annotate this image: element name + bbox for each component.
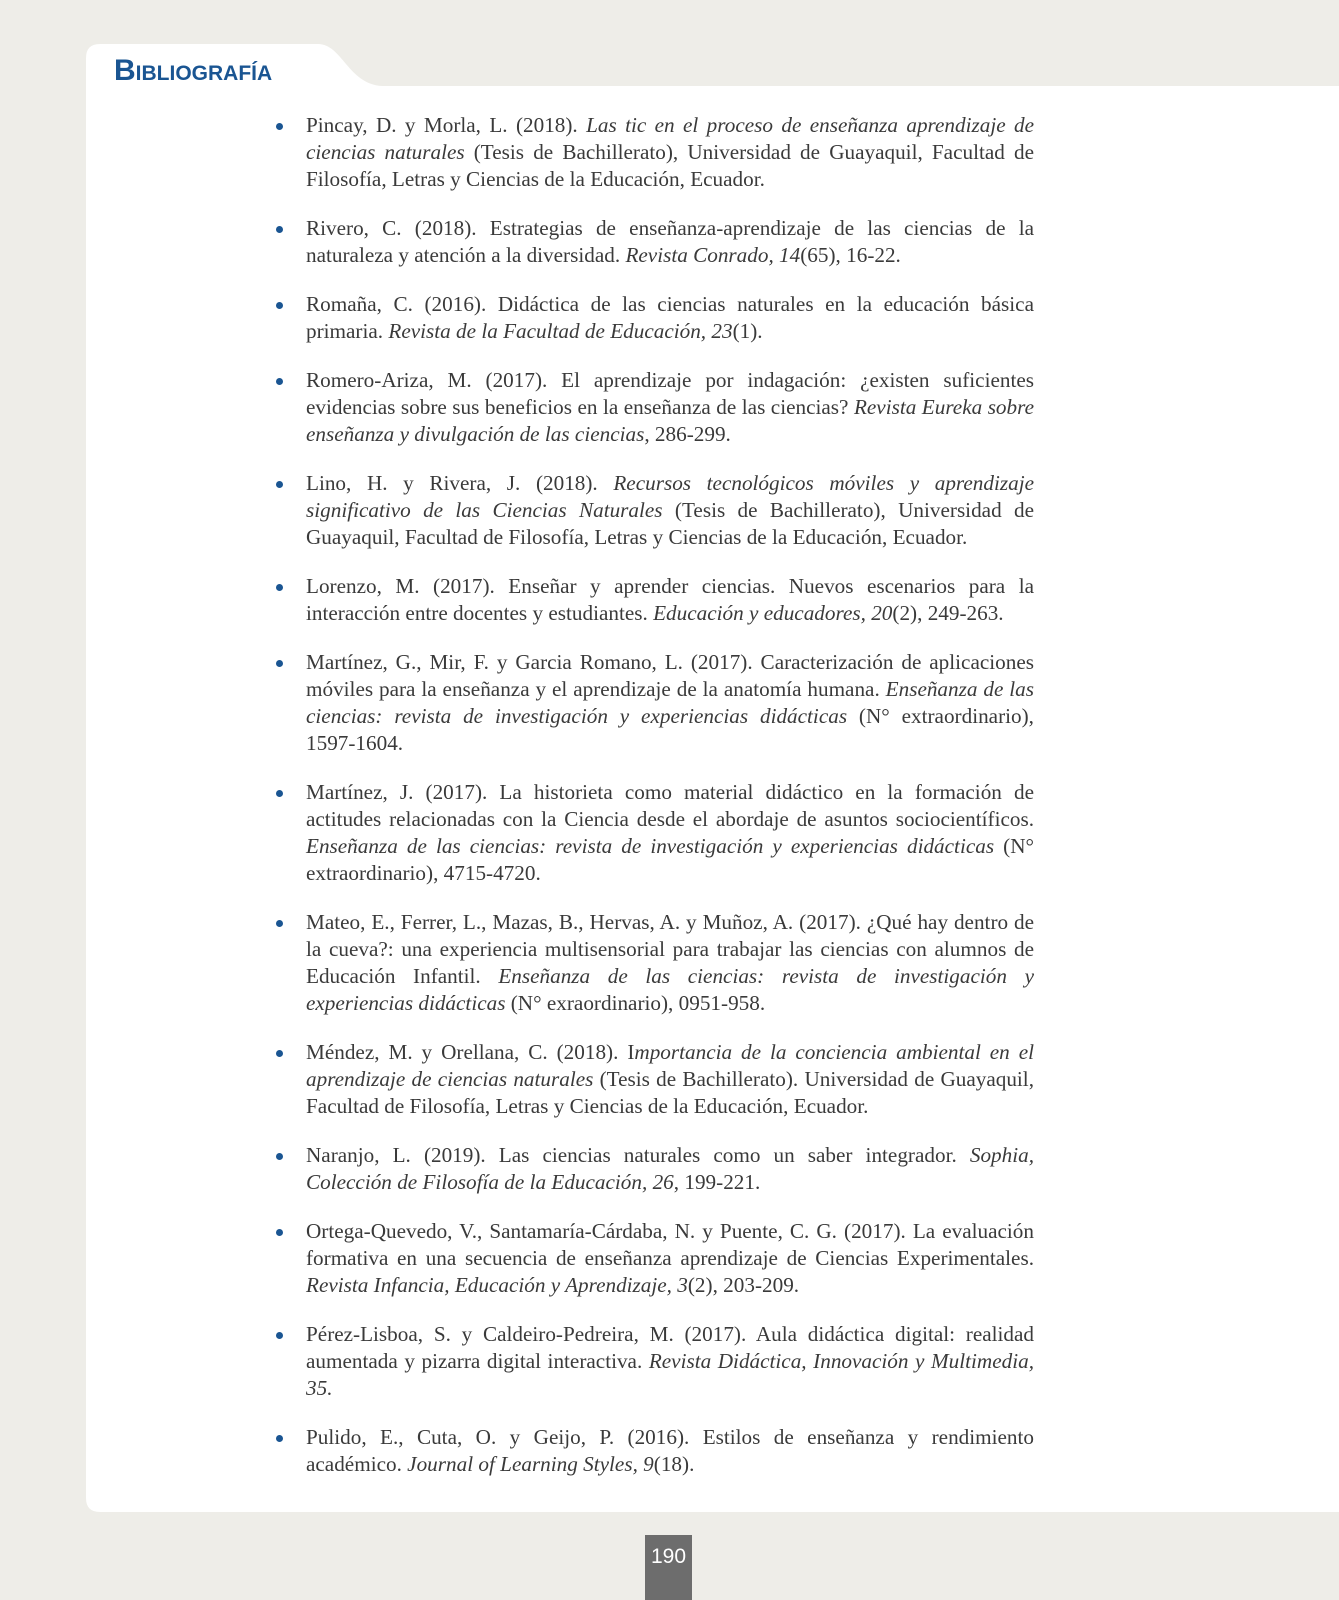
bullet-icon <box>276 1050 283 1057</box>
reference-item <box>272 1321 1034 1402</box>
reference-item <box>272 779 1034 887</box>
reference-item <box>272 291 1034 345</box>
reference-text: Mateo, E., Ferrer, L., Mazas, B., Hervas, A. y Muñoz, A. (2017). ¿Qué hay dentro de la cueva?: una experiencia multisensorial para trabajar las ciencias con alumnos de Educación Infantil. <box>306 910 1034 988</box>
reference-text: Romaña, C. (2016). Didáctica de las ciencias naturales en la educación básica primaria. <box>306 292 1034 343</box>
reference-source-title: Las tic en el proceso de enseñanza aprendizaje de ciencias naturales <box>306 113 1034 164</box>
reference-text: Romero-Ariza, M. (2017). El aprendizaje por indagación: ¿existen suficientes evidencias sobre sus beneficios en la enseñanza de las ciencias? <box>306 368 1034 419</box>
reference-item <box>272 112 1034 193</box>
reference-text-tail: (2), 249-263. <box>892 601 1004 625</box>
reference-text-tail: (N° exraordinario), 0951-958. <box>505 991 766 1015</box>
bullet-icon <box>276 1435 283 1442</box>
reference-text-tail: (18). <box>653 1452 695 1476</box>
reference-item <box>272 649 1034 757</box>
reference-text: Martínez, G., Mir, F. y Garcia Romano, L. (2017). Caracterización de aplicaciones móviles para la enseñanza y el aprendizaje de la anatomía humana. <box>306 650 1034 701</box>
reference-item <box>272 1039 1034 1120</box>
reference-source-title: Revista Eureka sobre enseñanza y divulgación de las ciencias <box>306 395 1034 446</box>
reference-source-title: Revista Infancia, Educación y Aprendizaje, 3 <box>306 1273 688 1297</box>
bullet-icon <box>276 378 283 385</box>
reference-text: Rivero, C. (2018). Estrategias de enseñanza-aprendizaje de las ciencias de la naturaleza y atención a la diversidad. <box>306 216 1034 267</box>
reference-text: Méndez, M. y Orellana, C. (2018). I <box>306 1040 635 1064</box>
reference-text: Pulido, E., Cuta, O. y Geijo, P. (2016). Estilos de enseñanza y rendimiento académico. <box>306 1425 1034 1476</box>
reference-text-tail: (Tesis de Bachillerato). Universidad de Guayaquil, Facultad de Filosofía, Letras y Ciencias de la Educación, Ecuador. <box>306 1067 1034 1118</box>
reference-item <box>272 1218 1034 1299</box>
reference-text-tail: (Tesis de Bachillerato), Universidad de Guayaquil, Facultad de Filosofía, Letras y Ciencias de la Educación, Ecuador. <box>306 140 1034 191</box>
reference-list <box>272 112 1034 1500</box>
reference-source-title: Revista de la Facultad de Educación, 23 <box>388 319 733 343</box>
reference-text: Naranjo, L. (2019). Las ciencias naturales como un saber integrador. <box>306 1143 970 1167</box>
reference-text-tail: (N° extraordinario), 1597-1604. <box>306 704 1034 755</box>
reference-source-title: Enseñanza de las ciencias: revista de investigación y experiencias didácticas <box>306 834 995 858</box>
reference-source-title: Revista Conrado, 14 <box>625 243 801 267</box>
reference-text: Ortega-Quevedo, V., Santamaría-Cárdaba, N. y Puente, C. G. (2017). La evaluación formativa en una secuencia de enseñanza aprendizaje de Ciencias Experimentales. <box>306 1219 1034 1270</box>
reference-item <box>272 909 1034 1017</box>
bullet-icon <box>276 1153 283 1160</box>
reference-text: Lorenzo, M. (2017). Enseñar y aprender ciencias. Nuevos escenarios para la interacción entre docentes y estudiantes. <box>306 574 1034 625</box>
bullet-icon <box>276 790 283 797</box>
reference-source-title: Journal of Learning Styles, 9 <box>407 1452 654 1476</box>
reference-source-title: Educación y educadores, 20 <box>653 601 893 625</box>
reference-item <box>272 215 1034 269</box>
reference-text-tail: (N° extraordinario), 4715-4720. <box>306 834 1034 885</box>
reference-text-tail: (Tesis de Bachillerato), Universidad de Guayaquil, Facultad de Filosofía, Letras y Ciencias de la Educación, Ecuador. <box>306 498 1034 549</box>
bullet-icon <box>276 481 283 488</box>
reference-source-title: mportancia de la conciencia ambiental en el aprendizaje de ciencias naturales <box>306 1040 1035 1091</box>
reference-source-title: Sophia, Colección de Filosofía de la Educación, 26 <box>306 1143 1034 1194</box>
reference-source-title: Enseñanza de las ciencias: revista de investigación y experiencias didácticas <box>306 964 1034 1015</box>
bullet-icon <box>276 1332 283 1339</box>
bullet-icon <box>276 302 283 309</box>
reference-item <box>272 470 1034 551</box>
reference-item <box>272 1142 1034 1196</box>
bullet-icon <box>276 920 283 927</box>
reference-source-title: Enseñanza de las ciencias: revista de investigación y experiencias didácticas <box>306 677 1034 728</box>
reference-text-tail: , 286-299. <box>644 422 731 446</box>
bullet-icon <box>276 660 283 667</box>
reference-text: Pérez-Lisboa, S. y Caldeiro-Pedreira, M. (2017). Aula didáctica digital: realidad aumentada y pizarra digital interactiva. <box>306 1322 1034 1373</box>
bullet-icon <box>276 123 283 130</box>
reference-text-tail: , 199-221. <box>673 1170 761 1194</box>
bullet-icon <box>276 226 283 233</box>
reference-item <box>272 1424 1034 1478</box>
reference-item <box>272 367 1034 448</box>
reference-text: Martínez, J. (2017). La historieta como material didáctico en la formación de actitudes relacionadas con la Ciencia desde el abordaje de asuntos sociocientíficos. <box>306 780 1034 831</box>
reference-item <box>272 573 1034 627</box>
reference-text: Lino, H. y Rivera, J. (2018). <box>306 471 614 495</box>
section-heading: Bibliografía <box>114 54 273 87</box>
bullet-icon <box>276 584 283 591</box>
reference-text: Pincay, D. y Morla, L. (2018). <box>306 113 587 137</box>
reference-text-tail: (1). <box>732 319 763 343</box>
reference-source-title: Revista Didáctica, Innovación y Multimedia, 35. <box>306 1349 1034 1400</box>
page-number: 190 <box>645 1535 692 1600</box>
bullet-icon <box>276 1229 283 1236</box>
reference-text-tail: (65), 16-22. <box>800 243 901 267</box>
reference-source-title: Recursos tecnológicos móviles y aprendizaje significativo de las Ciencias Naturales <box>306 471 1034 522</box>
reference-text-tail: (2), 203-209. <box>687 1273 800 1297</box>
